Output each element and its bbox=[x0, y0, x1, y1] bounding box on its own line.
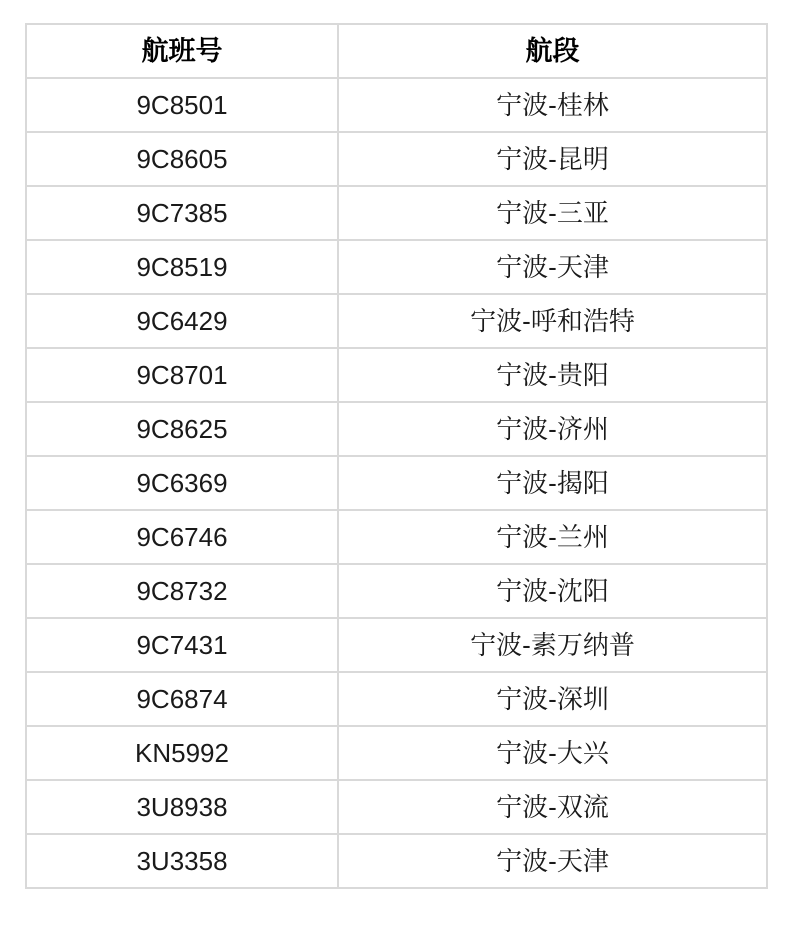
flight-number-cell: 9C8701 bbox=[26, 348, 338, 402]
column-header-flight-number: 航班号 bbox=[26, 24, 338, 78]
flight-number-cell: 9C8605 bbox=[26, 132, 338, 186]
flight-number-cell: 9C6746 bbox=[26, 510, 338, 564]
flight-number-cell: 9C8501 bbox=[26, 78, 338, 132]
flight-segment-cell: 宁波-大兴 bbox=[338, 726, 767, 780]
flight-number-cell: 9C8519 bbox=[26, 240, 338, 294]
flight-number-cell: 9C7431 bbox=[26, 618, 338, 672]
flight-segment-cell: 宁波-天津 bbox=[338, 240, 767, 294]
table-row bbox=[26, 726, 767, 780]
table-row bbox=[26, 402, 767, 456]
flight-segment-cell: 宁波-素万纳普 bbox=[338, 618, 767, 672]
flight-schedule-table bbox=[25, 23, 768, 889]
table-row bbox=[26, 834, 767, 888]
flight-number-cell: 9C6874 bbox=[26, 672, 338, 726]
table-row bbox=[26, 780, 767, 834]
flight-segment-cell: 宁波-双流 bbox=[338, 780, 767, 834]
flight-segment-cell: 宁波-天津 bbox=[338, 834, 767, 888]
table-row bbox=[26, 132, 767, 186]
flight-number-cell: 9C8625 bbox=[26, 402, 338, 456]
table-row bbox=[26, 348, 767, 402]
flight-segment-cell: 宁波-昆明 bbox=[338, 132, 767, 186]
flight-segment-cell: 宁波-三亚 bbox=[338, 186, 767, 240]
table-row bbox=[26, 618, 767, 672]
table-row bbox=[26, 294, 767, 348]
column-header-segment: 航段 bbox=[338, 24, 767, 78]
table-row bbox=[26, 672, 767, 726]
flight-number-cell: 9C6429 bbox=[26, 294, 338, 348]
table-row bbox=[26, 240, 767, 294]
flight-number-cell: 3U8938 bbox=[26, 780, 338, 834]
flight-segment-cell: 宁波-呼和浩特 bbox=[338, 294, 767, 348]
flight-segment-cell: 宁波-深圳 bbox=[338, 672, 767, 726]
table-row bbox=[26, 510, 767, 564]
flight-number-cell: 9C6369 bbox=[26, 456, 338, 510]
flight-segment-cell: 宁波-揭阳 bbox=[338, 456, 767, 510]
flight-number-cell: 3U3358 bbox=[26, 834, 338, 888]
flight-segment-cell: 宁波-兰州 bbox=[338, 510, 767, 564]
flight-segment-cell: 宁波-济州 bbox=[338, 402, 767, 456]
table-row bbox=[26, 186, 767, 240]
flight-number-cell: KN5992 bbox=[26, 726, 338, 780]
flight-segment-cell: 宁波-沈阳 bbox=[338, 564, 767, 618]
flight-number-cell: 9C7385 bbox=[26, 186, 338, 240]
flight-segment-cell: 宁波-贵阳 bbox=[338, 348, 767, 402]
table-row bbox=[26, 564, 767, 618]
flight-number-cell: 9C8732 bbox=[26, 564, 338, 618]
flight-segment-cell: 宁波-桂林 bbox=[338, 78, 767, 132]
table-row bbox=[26, 78, 767, 132]
table-row bbox=[26, 456, 767, 510]
table-header-row bbox=[26, 24, 767, 78]
